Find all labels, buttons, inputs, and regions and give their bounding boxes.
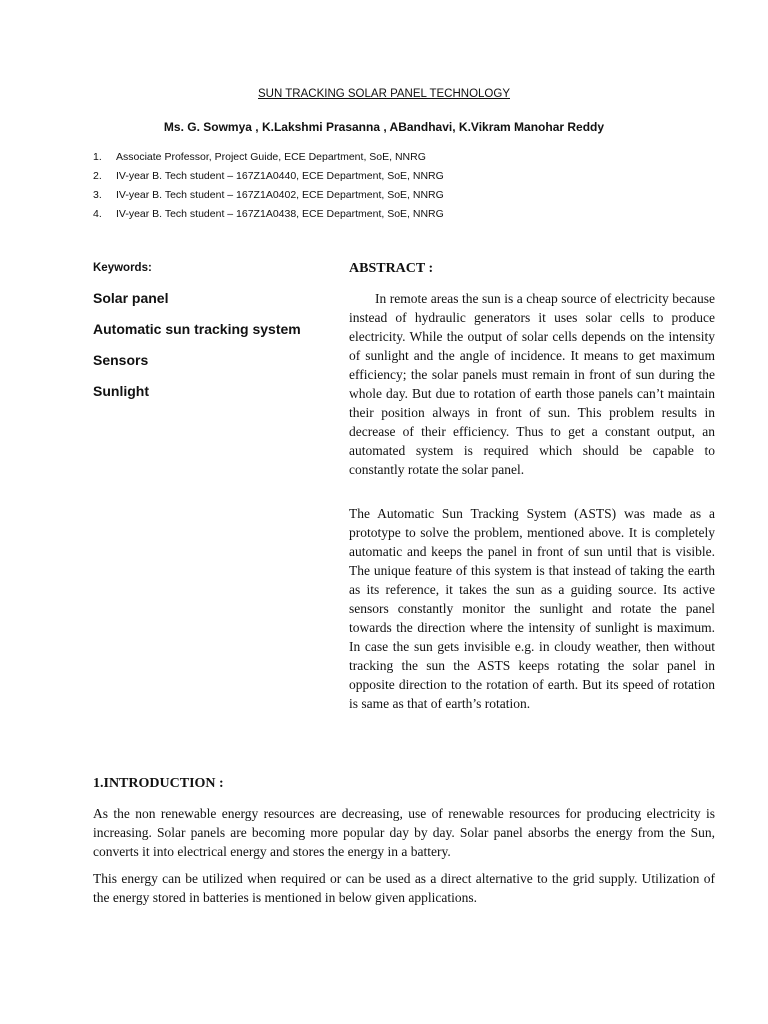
keywords-label: Keywords:	[93, 262, 152, 274]
abstract-paragraph: In remote areas the sun is a cheap source of electricity because instead of hydraulic generators it uses solar cells to produce electricity. While the output of solar cells depends on the intensity of sunlight and the angle of incidence. It means to get maximum efficiency; the solar panels must remain in front of sun during the whole day. But due to rotation of earth those panels can’t maintain their position always in front of sun. This problem results in decrease of their efficiency. Thus to get a constant output, an automated system is required which should be capable to constantly rotate the solar panel.	[349, 291, 715, 477]
affiliation-item	[93, 188, 444, 207]
affiliation-item	[93, 150, 444, 169]
affiliation-list	[93, 150, 444, 226]
author-list: Ms. G. Sowmya , K.Lakshmi Prasanna , ABandhavi, K.Vikram Manohar Reddy	[163, 120, 605, 134]
introduction-paragraph: As the non renewable energy resources are decreasing, use of renewable resources for producing electricity is increasing. Solar panels are becoming more popular day by day. Solar panel absorbs the energy from the Sun, converts it into electrical energy and stores the energy in a battery.	[93, 806, 715, 859]
keyword-item: Sensors	[93, 352, 149, 368]
affiliation-item	[93, 207, 444, 226]
affiliation-number: 1.	[93, 151, 102, 163]
affiliation-item	[93, 169, 444, 188]
keyword-item: Automatic sun tracking system	[93, 321, 301, 337]
keyword-list	[93, 288, 301, 412]
affiliation-text: IV-year B. Tech student – 167Z1A0402, ECE Department, SoE, NNRG	[116, 189, 444, 201]
introduction-heading: 1.INTRODUCTION :	[93, 776, 224, 791]
keyword-item: Sunlight	[93, 383, 149, 399]
affiliation-text: Associate Professor, Project Guide, ECE Department, SoE, NNRG	[116, 151, 426, 163]
introduction-paragraph: This energy can be utilized when required or can be used as a direct alternative to the grid supply. Utilization of the energy stored in batteries is mentioned in below given applications.	[93, 871, 715, 905]
keyword-item: Solar panel	[93, 290, 169, 306]
paper-title: SUN TRACKING SOLAR PANEL TECHNOLOGY	[258, 88, 510, 100]
affiliation-text: IV-year B. Tech student – 167Z1A0438, ECE Department, SoE, NNRG	[116, 208, 444, 220]
abstract-paragraph: The Automatic Sun Tracking System (ASTS) was made as a prototype to solve the problem, mentioned above. It is completely automatic and keeps the panel in front of sun until that is visible. The unique feature of this system is that instead of taking the earth as its reference, it takes the sun as a guiding source. Its active sensors constantly monitor the sunlight and rotate the panel towards the direction where the intensity of sunlight is maximum. In case the sun gets invisible e.g. in cloudy weather, then without tracking the sun the ASTS keeps rotating the solar panel in opposite direction to the rotation of earth. But its speed of rotation is same as that of earth’s rotation.	[349, 506, 715, 711]
affiliation-text: IV-year B. Tech student – 167Z1A0440, ECE Department, SoE, NNRG	[116, 170, 444, 182]
abstract-heading: ABSTRACT :	[349, 261, 434, 276]
affiliation-number: 2.	[93, 170, 102, 182]
affiliation-number: 4.	[93, 208, 102, 220]
affiliation-number: 3.	[93, 189, 102, 201]
